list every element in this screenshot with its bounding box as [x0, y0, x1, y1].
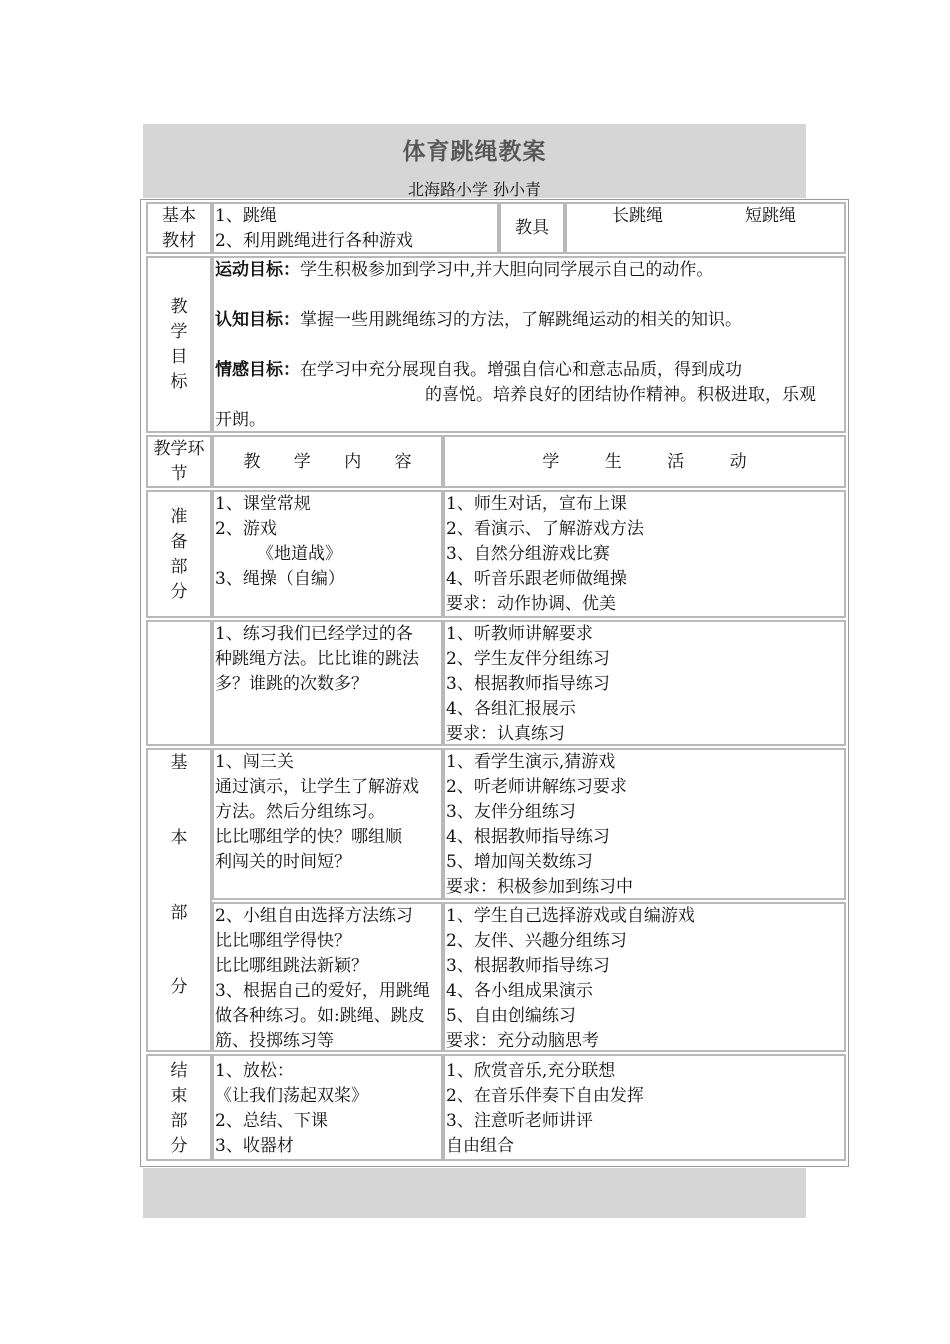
list-item: 2、听老师讲解练习要求: [446, 777, 627, 797]
emotion-goal-cont: 的喜悦。培养良好的团结协作精神。积极进取，乐观: [425, 385, 816, 405]
list-item: 做各种练习。如:跳绳、跳皮: [215, 1006, 425, 1026]
materials-label-2: 教材: [162, 231, 196, 251]
list-item: 2、友伴、兴趣分组练习: [446, 931, 627, 951]
equipment-item: 短跳绳: [745, 206, 796, 226]
list-item: 5、增加闯关数练习: [446, 852, 593, 872]
list-item: 自由组合: [446, 1136, 514, 1156]
document-title: 体育跳绳教案: [402, 138, 547, 165]
list-item: 1、闯三关: [215, 752, 294, 772]
list-item: 1、学生自己选择游戏或自编游戏: [446, 906, 695, 926]
equipment-cell: [565, 202, 846, 254]
list-item: 5、自由创编练习: [446, 1006, 576, 1026]
emotion-goal: 情感目标：在学习中充分展现自我。增强自信心和意志品质，得到成功: [215, 360, 742, 380]
list-item: 种跳绳方法。比比谁的跳法: [215, 649, 419, 669]
basic-label-char: 部: [170, 903, 188, 923]
materials-item: 2、利用跳绳进行各种游戏: [215, 231, 413, 251]
list-item: 利闯关的时间短？: [215, 852, 351, 872]
list-item: 1、练习我们已经学过的各: [215, 624, 413, 644]
list-item: 《地道战》: [257, 544, 342, 564]
list-item: 3、注意听老师讲评: [446, 1111, 593, 1131]
prep-label: 准 备 部 分: [170, 507, 188, 602]
practice-label-cell: [146, 620, 212, 746]
list-item: 3、收器材: [215, 1136, 294, 1156]
list-item: 4、根据教师指导练习: [446, 827, 610, 847]
list-item: 1、放松：: [215, 1061, 294, 1081]
content-header: 教 学 内 容: [243, 452, 412, 472]
stage-header-1: 教学环: [153, 439, 205, 459]
basic-label-char: 分: [170, 977, 188, 997]
list-item: 3、根据自己的爱好，用跳绳: [215, 981, 430, 1001]
list-item: 4、听音乐跟老师做绳操: [446, 569, 627, 589]
list-item: 4、各小组成果演示: [446, 981, 593, 1001]
motor-goal: 运动目标：学生积极参加到学习中,并大胆向同学展示自己的动作。: [215, 260, 714, 280]
list-item: 比比哪组学得快？: [215, 931, 351, 951]
basic-label-char: 基: [170, 753, 188, 773]
list-item: 《让我们荡起双桨》: [215, 1086, 368, 1106]
document-subtitle: 北海路小学 孙小青: [407, 180, 542, 199]
list-item: 多？谁跳的次数多？: [215, 674, 368, 694]
stage-header-2: 节: [170, 464, 188, 484]
materials-label-1: 基本: [162, 206, 196, 226]
list-item: 比比哪组学的快？哪组顺: [215, 827, 402, 847]
goals-label: 教 学 目 标: [170, 297, 188, 392]
list-item: 2、小组自由选择方法练习: [215, 906, 413, 926]
list-item: 2、总结、下课: [215, 1111, 328, 1131]
list-item: 2、在音乐伴奏下自由发挥: [446, 1086, 644, 1106]
list-item: 3、友伴分组练习: [446, 802, 576, 822]
list-item: 1、课堂常规: [215, 494, 311, 514]
list-item: 方法。然后分组练习。: [215, 802, 385, 822]
list-item: 要求：动作协调、优美: [446, 594, 616, 614]
list-item: 筋、投掷练习等: [215, 1031, 334, 1051]
list-item: 1、师生对话，宣布上课: [446, 494, 627, 514]
activity-header: 学 生 活 动: [542, 452, 747, 472]
equipment-label: 教具: [515, 218, 549, 238]
list-item: 1、看学生演示,猜游戏: [446, 752, 616, 772]
list-item: 2、学生友伴分组练习: [446, 649, 610, 669]
cognitive-goal: 认知目标：掌握一些用跳绳练习的方法，了解跳绳运动的相关的知识。: [215, 310, 742, 330]
list-item: 3、根据教师指导练习: [446, 674, 610, 694]
materials-item: 1、跳绳: [215, 206, 277, 226]
list-item: 比比哪组跳法新颖？: [215, 956, 368, 976]
list-item: 1、欣赏音乐,充分联想: [446, 1061, 616, 1081]
list-item: 1、听教师讲解要求: [446, 624, 593, 644]
list-item: 要求：充分动脑思考: [446, 1031, 599, 1051]
equipment-item: 长跳绳: [612, 206, 663, 226]
basic-label-char: 本: [170, 828, 188, 848]
basic-label-cell: [146, 748, 212, 1052]
list-item: 2、看演示、了解游戏方法: [446, 519, 644, 539]
list-item: 3、绳操（自编）: [215, 569, 345, 589]
list-item: 2、游戏: [215, 519, 277, 539]
list-item: 3、自然分组游戏比赛: [446, 544, 610, 564]
list-item: 通过演示，让学生了解游戏: [215, 777, 419, 797]
list-item: 3、根据教师指导练习: [446, 956, 610, 976]
list-item: 要求：积极参加到练习中: [446, 877, 633, 897]
footer-band: [143, 1168, 806, 1218]
list-item: 要求：认真练习: [446, 724, 565, 744]
list-item: 4、各组汇报展示: [446, 699, 576, 719]
end-label: 结 束 部 分: [170, 1061, 188, 1156]
emotion-goal-cont: 开朗。: [215, 410, 266, 430]
